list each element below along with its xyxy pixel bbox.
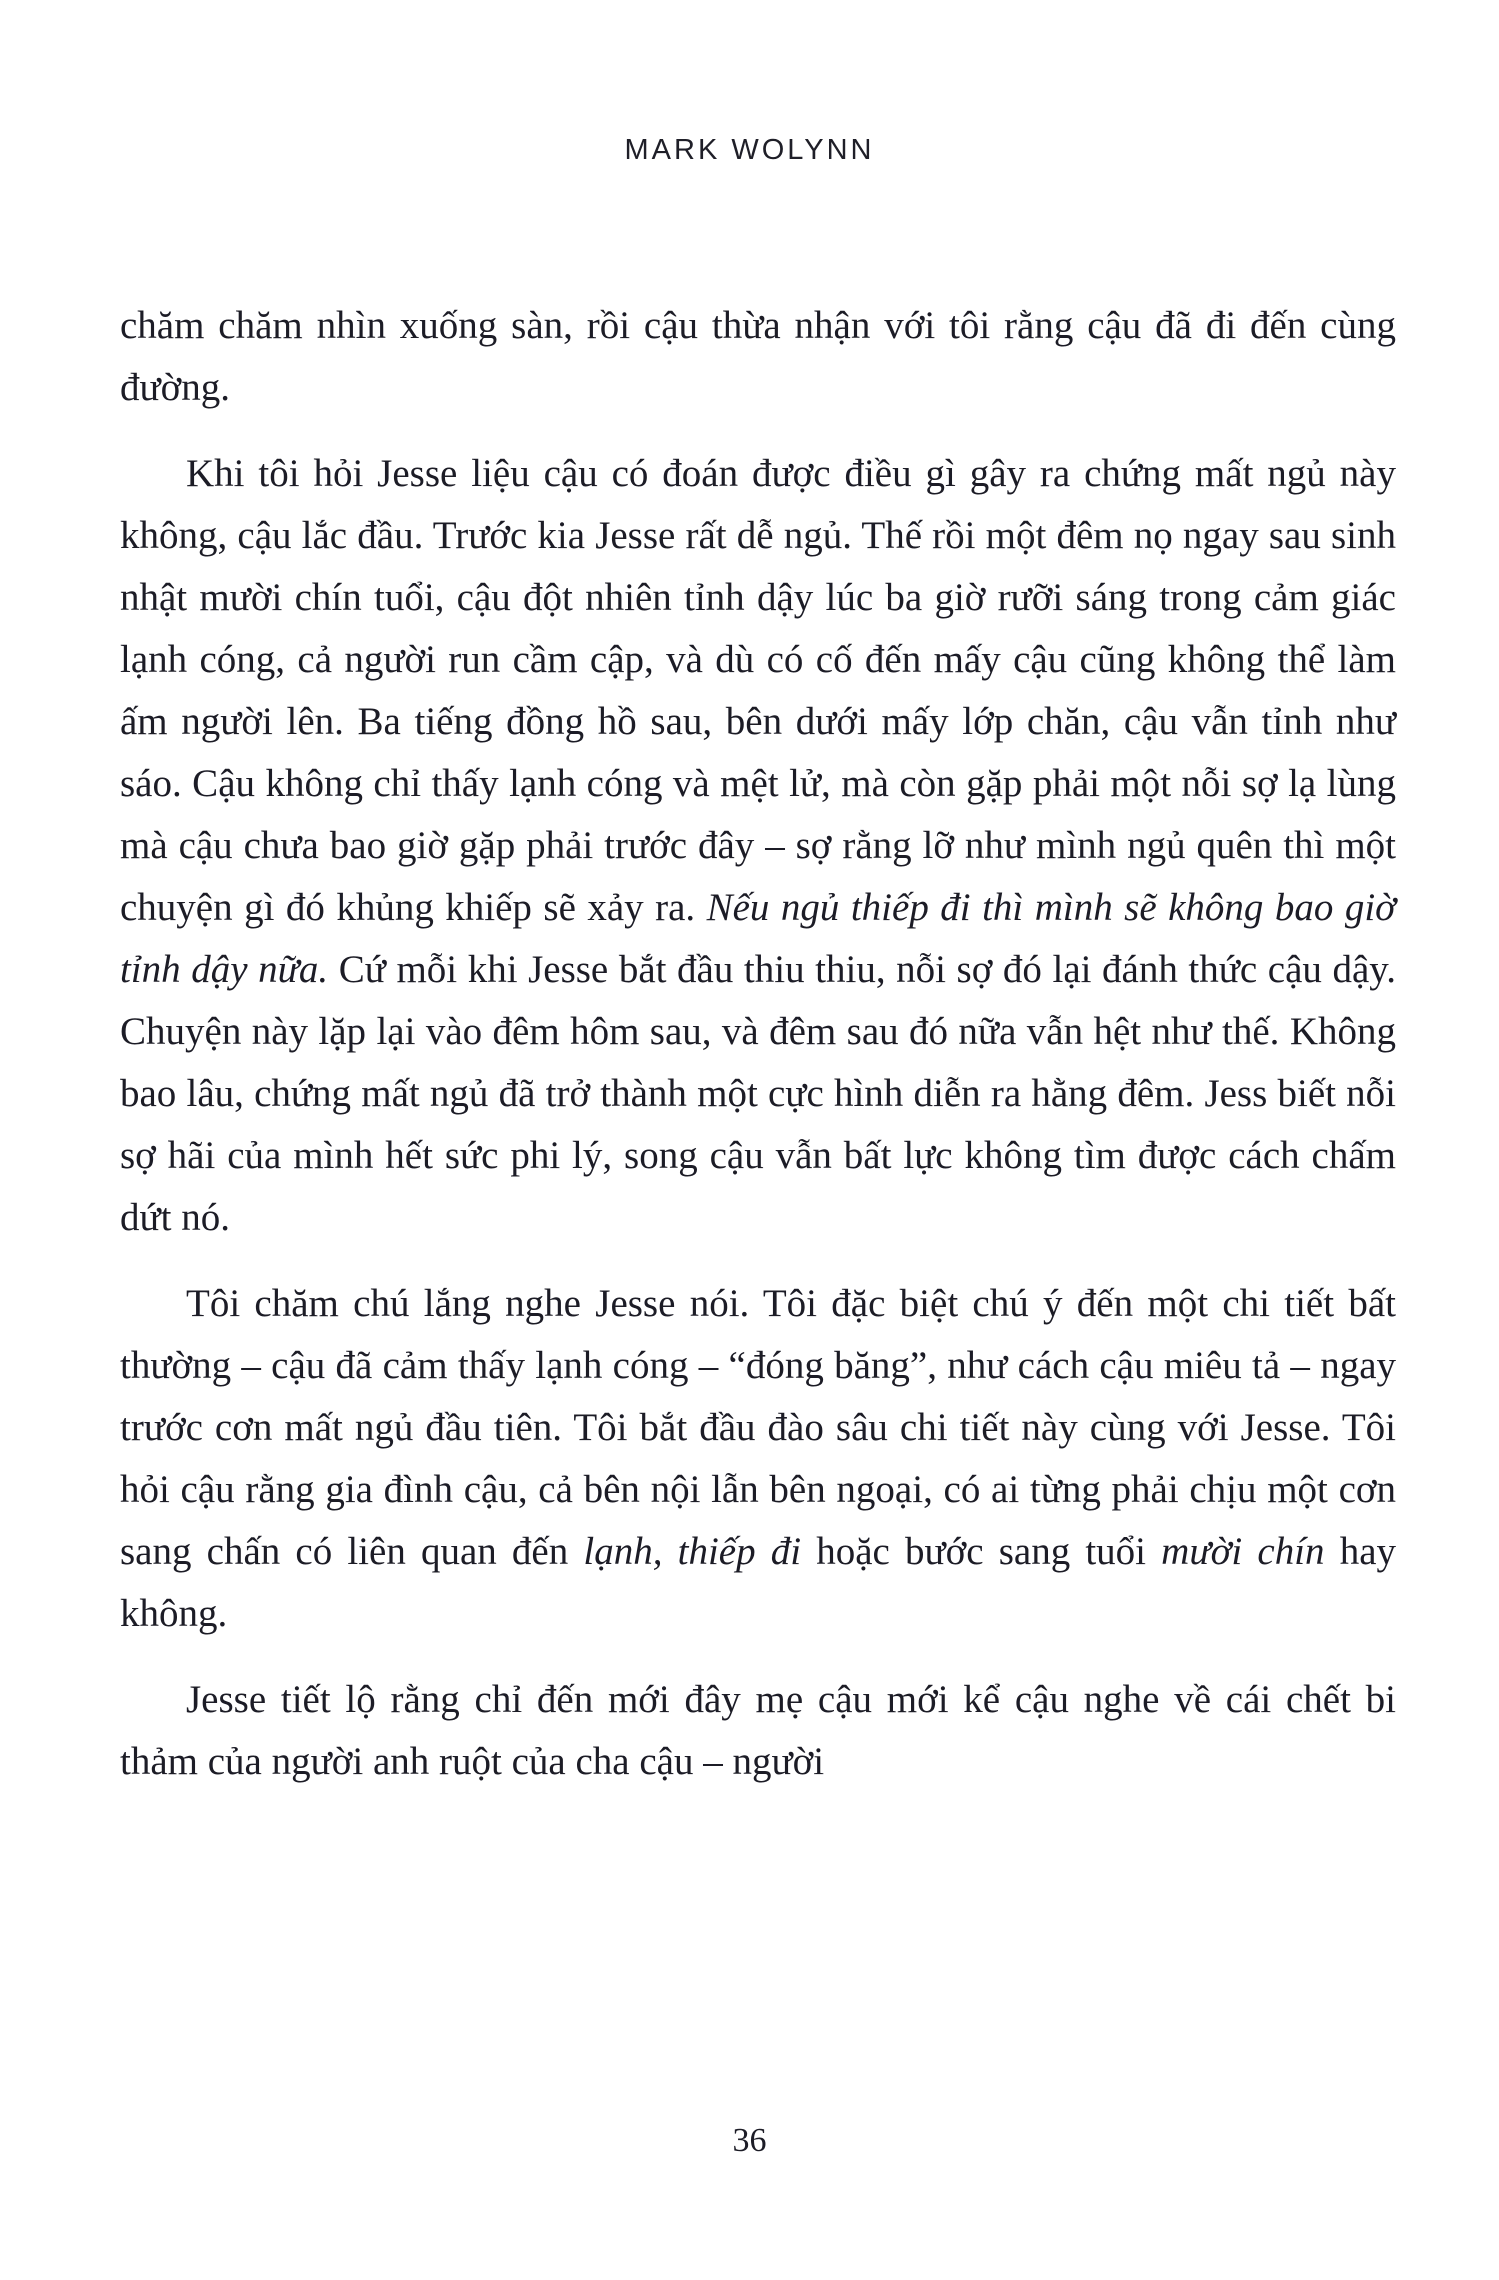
italic-text-segment: Nếu ngủ thiếp đi thì mình sẽ không bao giờ tỉnh dậy nữa. bbox=[120, 886, 1396, 991]
paragraph bbox=[120, 1669, 1396, 1793]
paragraph bbox=[120, 295, 1396, 419]
text-segment: Cứ mỗi khi Jesse bắt đầu thiu thiu, nỗi sợ đó lại đánh thức cậu dậy. Chuyện này lặp lại vào đêm hôm sau, và đêm sau đó nữa vẫn hệt như thế. Không bao lâu, chứng mất ngủ đã trở thành một cực hình diễn ra hằng đêm. Jess biết nỗi sợ hãi của mình hết sức phi lý, song cậu vẫn bất lực không tìm được cách chấm dứt nó. bbox=[120, 948, 1396, 1239]
text-segment: Jesse tiết lộ rằng chỉ đến mới đây mẹ cậu mới kể cậu nghe về cái chết bi thảm của người anh ruột của cha cậu – người bbox=[120, 1678, 1396, 1783]
text-segment: Khi tôi hỏi Jesse liệu cậu có đoán được điều gì gây ra chứng mất ngủ này không, cậu lắc đầu. Trước kia Jesse rất dễ ngủ. Thế rồi một đêm nọ ngay sau sinh nhật mười chín tuổi, cậu đột nhiên tỉnh dậy lúc ba giờ rưỡi sáng trong cảm giác lạnh cóng, cả người run cầm cập, và dù có cố đến mấy cậu cũng không thể làm ấm người lên. Ba tiếng đồng hồ sau, bên dưới mấy lớp chăn, cậu vẫn tỉnh như sáo. Cậu không chỉ thấy lạnh cóng và mệt lử, mà còn gặp phải một nỗi sợ lạ lùng mà cậu chưa bao giờ gặp phải trước đây – sợ rằng lỡ như mình ngủ quên thì một chuyện gì đó khủng khiếp sẽ xảy ra. bbox=[120, 452, 1396, 929]
text-segment: hoặc bước sang tuổi bbox=[801, 1530, 1162, 1573]
text-segment: Tôi chăm chú lắng nghe Jesse nói. Tôi đặc biệt chú ý đến một chi tiết bất thường – cậu đã cảm thấy lạnh cóng – “đóng băng”, như cách cậu miêu tả – ngay trước cơn mất ngủ đầu tiên. Tôi bắt đầu đào sâu chi tiết này cùng với Jesse. Tôi hỏi cậu rằng gia đình cậu, cả bên nội lẫn bên ngoại, có ai từng phải chịu một cơn sang chấn có liên quan đến bbox=[120, 1282, 1396, 1573]
body-text bbox=[120, 295, 1396, 1817]
italic-text-segment: lạnh, thiếp đi bbox=[583, 1530, 802, 1573]
paragraph bbox=[120, 1273, 1396, 1645]
text-segment: chăm chăm nhìn xuống sàn, rồi cậu thừa nhận với tôi rằng cậu đã đi đến cùng đường. bbox=[120, 304, 1396, 409]
text-segment: hay không. bbox=[120, 1530, 1397, 1635]
italic-text-segment: mười chín bbox=[1161, 1530, 1325, 1573]
running-header: MARK WOLYNN bbox=[624, 134, 875, 166]
page-number: 36 bbox=[732, 2122, 767, 2159]
paragraph bbox=[120, 443, 1396, 1249]
